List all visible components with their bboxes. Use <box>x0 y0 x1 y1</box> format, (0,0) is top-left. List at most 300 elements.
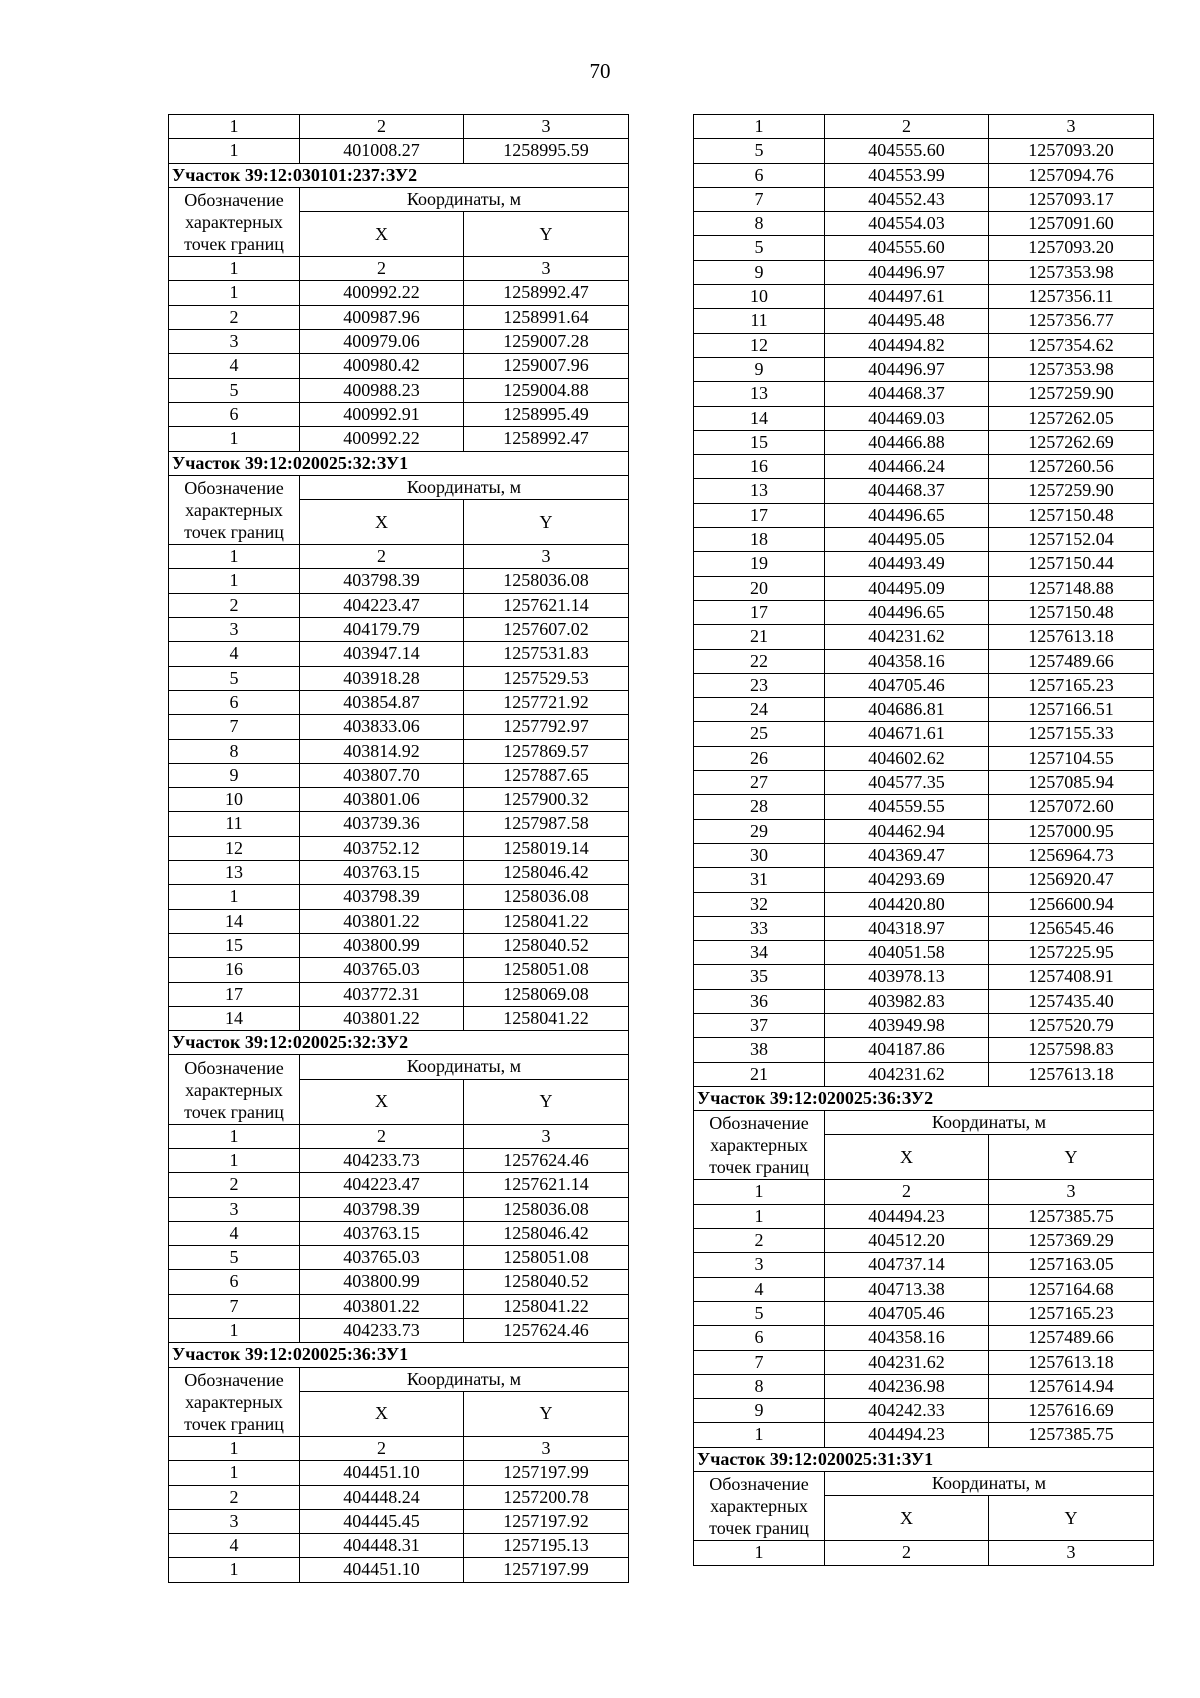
y-coordinate-cell: 1259007.28 <box>464 330 629 354</box>
x-coordinate-cell: 404466.24 <box>825 455 989 479</box>
table-row <box>694 673 1154 697</box>
y-coordinate-cell: 1257197.99 <box>464 1558 629 1582</box>
x-coordinate-cell: 403918.28 <box>300 666 464 690</box>
table-row <box>694 819 1154 843</box>
section-row <box>169 451 629 475</box>
page-number: 70 <box>589 59 611 83</box>
point-number-cell: 31 <box>694 868 825 892</box>
section-row <box>694 1447 1154 1471</box>
x-coordinate-cell: 404554.03 <box>825 212 989 236</box>
table-row <box>169 1124 629 1148</box>
x-header: X <box>825 1496 989 1541</box>
x-coordinate-cell: 404448.24 <box>300 1485 464 1509</box>
point-number-cell: 2 <box>694 1229 825 1253</box>
x-coordinate-cell: 404293.69 <box>825 868 989 892</box>
header-row <box>169 187 629 211</box>
table-row <box>694 1013 1154 1037</box>
y-coordinate-cell: 1258995.49 <box>464 402 629 426</box>
coordinates-header: Координаты, м <box>300 1055 629 1079</box>
y-coordinate-cell: 3 <box>989 115 1154 139</box>
y-header: Y <box>464 500 629 545</box>
y-header: Y <box>464 1391 629 1436</box>
y-coordinate-cell: 1257094.76 <box>989 163 1154 187</box>
y-coordinate-cell: 1257152.04 <box>989 528 1154 552</box>
point-number-cell: 7 <box>169 1294 300 1318</box>
y-coordinate-cell: 1257259.90 <box>989 479 1154 503</box>
y-header: Y <box>464 212 629 257</box>
x-coordinate-cell: 403800.99 <box>300 1270 464 1294</box>
point-number-cell: 1 <box>169 545 300 569</box>
y-coordinate-cell: 1257259.90 <box>989 382 1154 406</box>
point-number-cell: 1 <box>694 115 825 139</box>
table-row <box>169 666 629 690</box>
point-number-cell: 30 <box>694 843 825 867</box>
point-number-cell: 9 <box>169 763 300 787</box>
table-row <box>694 965 1154 989</box>
point-number-cell: 24 <box>694 698 825 722</box>
point-number-cell: 14 <box>694 406 825 430</box>
coordinates-header: Координаты, м <box>300 475 629 499</box>
x-coordinate-cell: 403763.15 <box>300 1221 464 1245</box>
x-header: X <box>300 1391 464 1436</box>
x-coordinate-cell: 404466.88 <box>825 430 989 454</box>
point-number-cell: 1 <box>169 1319 300 1343</box>
point-number-cell: 5 <box>169 666 300 690</box>
point-number-cell: 1 <box>169 427 300 451</box>
y-coordinate-cell: 1257614.94 <box>989 1374 1154 1398</box>
y-coordinate-cell: 1258051.08 <box>464 1246 629 1270</box>
point-number-cell: 1 <box>169 1558 300 1582</box>
point-number-cell: 26 <box>694 746 825 770</box>
table-row <box>694 552 1154 576</box>
table-row <box>169 1294 629 1318</box>
section-row <box>694 1086 1154 1110</box>
point-number-cell: 14 <box>169 1006 300 1030</box>
point-number-cell: 21 <box>694 1062 825 1086</box>
y-coordinate-cell: 1257531.83 <box>464 642 629 666</box>
point-number-cell: 20 <box>694 576 825 600</box>
header-row <box>169 1367 629 1391</box>
table-row <box>169 354 629 378</box>
table-row <box>169 1319 629 1343</box>
point-number-cell: 11 <box>169 812 300 836</box>
y-coordinate-cell: 3 <box>464 257 629 281</box>
table-row <box>169 593 629 617</box>
table-row <box>169 933 629 957</box>
table-row <box>169 1197 629 1221</box>
table-row <box>169 1509 629 1533</box>
point-number-cell: 1 <box>169 569 300 593</box>
point-number-cell: 9 <box>694 260 825 284</box>
point-number-cell: 1 <box>694 1423 825 1447</box>
x-coordinate-cell: 403798.39 <box>300 569 464 593</box>
x-coordinate-cell: 403765.03 <box>300 958 464 982</box>
table-row <box>169 885 629 909</box>
y-coordinate-cell: 3 <box>464 115 629 139</box>
table-row <box>694 1180 1154 1204</box>
y-coordinate-cell: 1258036.08 <box>464 1197 629 1221</box>
y-coordinate-cell: 1256920.47 <box>989 868 1154 892</box>
y-coordinate-cell: 1256600.94 <box>989 892 1154 916</box>
x-coordinate-cell: 404555.60 <box>825 236 989 260</box>
point-number-cell: 7 <box>169 715 300 739</box>
table-row <box>694 528 1154 552</box>
x-coordinate-cell: 404494.23 <box>825 1204 989 1228</box>
point-number-cell: 25 <box>694 722 825 746</box>
point-number-cell: 6 <box>169 690 300 714</box>
table-row <box>169 958 629 982</box>
y-coordinate-cell: 1257000.95 <box>989 819 1154 843</box>
x-coordinate-cell: 404445.45 <box>300 1509 464 1533</box>
point-number-cell: 17 <box>694 600 825 624</box>
point-number-cell: 6 <box>694 163 825 187</box>
table-row <box>169 402 629 426</box>
x-coordinate-cell: 400992.22 <box>300 281 464 305</box>
y-coordinate-cell: 3 <box>989 1541 1154 1565</box>
y-coordinate-cell: 1257072.60 <box>989 795 1154 819</box>
x-coordinate-cell: 404462.94 <box>825 819 989 843</box>
y-coordinate-cell: 1258036.08 <box>464 569 629 593</box>
table-row <box>169 763 629 787</box>
table-row <box>694 771 1154 795</box>
x-coordinate-cell: 404737.14 <box>825 1253 989 1277</box>
point-number-cell: 38 <box>694 1038 825 1062</box>
point-number-cell: 19 <box>694 552 825 576</box>
x-coordinate-cell: 403801.06 <box>300 788 464 812</box>
table-row <box>694 212 1154 236</box>
point-number-cell: 2 <box>169 305 300 329</box>
table-row <box>169 982 629 1006</box>
table-row <box>169 909 629 933</box>
x-coordinate-cell: 404494.23 <box>825 1423 989 1447</box>
table-row <box>694 1326 1154 1350</box>
y-coordinate-cell: 3 <box>464 1124 629 1148</box>
y-coordinate-cell: 1257529.53 <box>464 666 629 690</box>
y-coordinate-cell: 1257085.94 <box>989 771 1154 795</box>
table-row <box>169 642 629 666</box>
y-coordinate-cell: 1258040.52 <box>464 933 629 957</box>
point-number-cell: 29 <box>694 819 825 843</box>
x-coordinate-cell: 403982.83 <box>825 989 989 1013</box>
header-row <box>694 1472 1154 1496</box>
x-header: X <box>825 1135 989 1180</box>
y-coordinate-cell: 1257093.20 <box>989 236 1154 260</box>
x-coordinate-cell: 404236.98 <box>825 1374 989 1398</box>
table-row <box>694 236 1154 260</box>
x-coordinate-cell: 2 <box>825 115 989 139</box>
y-coordinate-cell: 1257613.18 <box>989 1350 1154 1374</box>
x-coordinate-cell: 404051.58 <box>825 941 989 965</box>
table-row <box>169 427 629 451</box>
y-coordinate-cell: 1258992.47 <box>464 427 629 451</box>
y-coordinate-cell: 1257385.75 <box>989 1204 1154 1228</box>
point-number-cell: 3 <box>169 618 300 642</box>
y-coordinate-cell: 1257225.95 <box>989 941 1154 965</box>
x-coordinate-cell: 404602.62 <box>825 746 989 770</box>
point-number-cell: 6 <box>169 402 300 426</box>
point-number-cell: 37 <box>694 1013 825 1037</box>
point-number-cell: 4 <box>169 1534 300 1558</box>
table-row <box>694 868 1154 892</box>
y-coordinate-cell: 1257900.32 <box>464 788 629 812</box>
y-coordinate-cell: 1257624.46 <box>464 1148 629 1172</box>
x-coordinate-cell: 404686.81 <box>825 698 989 722</box>
x-coordinate-cell: 404468.37 <box>825 382 989 406</box>
table-row <box>694 576 1154 600</box>
x-header: X <box>300 1079 464 1124</box>
x-coordinate-cell: 2 <box>300 1436 464 1460</box>
table-row <box>169 115 629 139</box>
table-row <box>694 455 1154 479</box>
designation-header: Обозначение характерных точек границ <box>694 1111 825 1180</box>
y-coordinate-cell: 3 <box>989 1180 1154 1204</box>
y-coordinate-cell: 1257148.88 <box>989 576 1154 600</box>
y-coordinate-cell: 1257792.97 <box>464 715 629 739</box>
point-number-cell: 1 <box>169 1124 300 1148</box>
y-coordinate-cell: 1257887.65 <box>464 763 629 787</box>
table-row <box>694 1374 1154 1398</box>
y-header: Y <box>989 1496 1154 1541</box>
table-row <box>694 430 1154 454</box>
table-row <box>169 1173 629 1197</box>
x-coordinate-cell: 404496.97 <box>825 357 989 381</box>
y-coordinate-cell: 1258992.47 <box>464 281 629 305</box>
x-header: X <box>300 212 464 257</box>
x-coordinate-cell: 403801.22 <box>300 1006 464 1030</box>
designation-header: Обозначение характерных точек границ <box>694 1472 825 1541</box>
x-coordinate-cell: 401008.27 <box>300 139 464 163</box>
x-coordinate-cell: 404552.43 <box>825 187 989 211</box>
section-title: Участок 39:12:020025:36:ЗУ2 <box>694 1086 1154 1110</box>
x-coordinate-cell: 404233.73 <box>300 1319 464 1343</box>
point-number-cell: 12 <box>169 836 300 860</box>
x-coordinate-cell: 400979.06 <box>300 330 464 354</box>
point-number-cell: 7 <box>694 1350 825 1374</box>
point-number-cell: 2 <box>169 593 300 617</box>
table-row <box>169 305 629 329</box>
point-number-cell: 3 <box>169 330 300 354</box>
y-coordinate-cell: 1258046.42 <box>464 861 629 885</box>
table-row <box>169 739 629 763</box>
point-number-cell: 10 <box>169 788 300 812</box>
point-number-cell: 13 <box>169 861 300 885</box>
x-coordinate-cell: 404231.62 <box>825 625 989 649</box>
table-row <box>694 1253 1154 1277</box>
x-coordinate-cell: 404512.20 <box>825 1229 989 1253</box>
table-row <box>694 1423 1154 1447</box>
x-coordinate-cell: 404179.79 <box>300 618 464 642</box>
x-coordinate-cell: 400980.42 <box>300 354 464 378</box>
table-row <box>169 715 629 739</box>
x-coordinate-cell: 404242.33 <box>825 1399 989 1423</box>
x-header: X <box>300 500 464 545</box>
table-row <box>694 187 1154 211</box>
designation-header: Обозначение характерных точек границ <box>169 187 300 256</box>
y-coordinate-cell: 1257354.62 <box>989 333 1154 357</box>
table-row <box>694 722 1154 746</box>
y-coordinate-cell: 1257165.23 <box>989 673 1154 697</box>
x-coordinate-cell: 404358.16 <box>825 1326 989 1350</box>
x-coordinate-cell: 400988.23 <box>300 378 464 402</box>
y-coordinate-cell: 1258036.08 <box>464 885 629 909</box>
table-row <box>169 836 629 860</box>
table-row <box>694 285 1154 309</box>
point-number-cell: 1 <box>169 1148 300 1172</box>
x-coordinate-cell: 403801.22 <box>300 1294 464 1318</box>
point-number-cell: 1 <box>169 1461 300 1485</box>
point-number-cell: 22 <box>694 649 825 673</box>
x-coordinate-cell: 403801.22 <box>300 909 464 933</box>
point-number-cell: 5 <box>169 378 300 402</box>
x-coordinate-cell: 404231.62 <box>825 1350 989 1374</box>
table-row <box>169 788 629 812</box>
coordinates-table-left <box>168 114 629 1583</box>
point-number-cell: 1 <box>169 257 300 281</box>
y-coordinate-cell: 1257987.58 <box>464 812 629 836</box>
table-row <box>169 139 629 163</box>
y-coordinate-cell: 1259007.96 <box>464 354 629 378</box>
point-number-cell: 17 <box>169 982 300 1006</box>
y-coordinate-cell: 1257093.20 <box>989 139 1154 163</box>
y-coordinate-cell: 1257356.77 <box>989 309 1154 333</box>
table-row <box>169 545 629 569</box>
x-coordinate-cell: 404713.38 <box>825 1277 989 1301</box>
y-coordinate-cell: 1257155.33 <box>989 722 1154 746</box>
point-number-cell: 28 <box>694 795 825 819</box>
x-coordinate-cell: 404493.49 <box>825 552 989 576</box>
point-number-cell: 9 <box>694 357 825 381</box>
x-coordinate-cell: 404705.46 <box>825 673 989 697</box>
x-coordinate-cell: 400992.22 <box>300 427 464 451</box>
y-coordinate-cell: 1258041.22 <box>464 1294 629 1318</box>
table-row <box>169 1485 629 1509</box>
designation-header: Обозначение характерных точек границ <box>169 475 300 544</box>
point-number-cell: 32 <box>694 892 825 916</box>
x-coordinate-cell: 404223.47 <box>300 593 464 617</box>
point-number-cell: 36 <box>694 989 825 1013</box>
point-number-cell: 6 <box>694 1326 825 1350</box>
table-body-right <box>694 115 1154 1566</box>
point-number-cell: 5 <box>169 1246 300 1270</box>
table-row <box>694 916 1154 940</box>
point-number-cell: 4 <box>169 1221 300 1245</box>
point-number-cell: 4 <box>694 1277 825 1301</box>
point-number-cell: 10 <box>694 285 825 309</box>
point-number-cell: 27 <box>694 771 825 795</box>
table-row <box>694 625 1154 649</box>
point-number-cell: 2 <box>169 1485 300 1509</box>
y-coordinate-cell: 1258041.22 <box>464 1006 629 1030</box>
x-coordinate-cell: 403833.06 <box>300 715 464 739</box>
y-header: Y <box>989 1135 1154 1180</box>
y-coordinate-cell: 1257093.17 <box>989 187 1154 211</box>
y-coordinate-cell: 1258019.14 <box>464 836 629 860</box>
x-coordinate-cell: 404448.31 <box>300 1534 464 1558</box>
x-coordinate-cell: 404223.47 <box>300 1173 464 1197</box>
section-title: Участок 39:12:020025:32:ЗУ1 <box>169 451 629 475</box>
point-number-cell: 21 <box>694 625 825 649</box>
point-number-cell: 3 <box>694 1253 825 1277</box>
y-coordinate-cell: 1257262.05 <box>989 406 1154 430</box>
y-coordinate-cell: 1257489.66 <box>989 1326 1154 1350</box>
coordinates-header: Координаты, м <box>300 187 629 211</box>
y-coordinate-cell: 1257489.66 <box>989 649 1154 673</box>
x-coordinate-cell: 404577.35 <box>825 771 989 795</box>
table-row <box>169 281 629 305</box>
point-number-cell: 7 <box>694 187 825 211</box>
table-row <box>169 1558 629 1582</box>
table-row <box>169 861 629 885</box>
point-number-cell: 8 <box>694 1374 825 1398</box>
y-coordinate-cell: 1257195.13 <box>464 1534 629 1558</box>
table-row <box>694 746 1154 770</box>
point-number-cell: 9 <box>694 1399 825 1423</box>
y-coordinate-cell: 1257369.29 <box>989 1229 1154 1253</box>
y-coordinate-cell: 1257869.57 <box>464 739 629 763</box>
table-row <box>169 1246 629 1270</box>
x-coordinate-cell: 403814.92 <box>300 739 464 763</box>
table-row <box>169 1006 629 1030</box>
y-coordinate-cell: 1257385.75 <box>989 1423 1154 1447</box>
table-row <box>169 1534 629 1558</box>
table-row <box>694 1541 1154 1565</box>
y-coordinate-cell: 1257150.44 <box>989 552 1154 576</box>
table-row <box>169 812 629 836</box>
point-number-cell: 1 <box>169 885 300 909</box>
table-row <box>694 795 1154 819</box>
y-coordinate-cell: 1257721.92 <box>464 690 629 714</box>
x-coordinate-cell: 404420.80 <box>825 892 989 916</box>
y-coordinate-cell: 1257163.05 <box>989 1253 1154 1277</box>
table-row <box>169 378 629 402</box>
coordinates-table-right <box>693 114 1154 1566</box>
x-coordinate-cell: 403752.12 <box>300 836 464 860</box>
point-number-cell: 1 <box>694 1180 825 1204</box>
coordinates-header: Координаты, м <box>825 1472 1154 1496</box>
y-coordinate-cell: 1257260.56 <box>989 455 1154 479</box>
x-coordinate-cell: 2 <box>300 1124 464 1148</box>
point-number-cell: 34 <box>694 941 825 965</box>
x-coordinate-cell: 404495.05 <box>825 528 989 552</box>
y-coordinate-cell: 1256545.46 <box>989 916 1154 940</box>
point-number-cell: 23 <box>694 673 825 697</box>
point-number-cell: 1 <box>169 281 300 305</box>
x-coordinate-cell: 2 <box>300 115 464 139</box>
y-coordinate-cell: 1257150.48 <box>989 503 1154 527</box>
point-number-cell: 1 <box>694 1541 825 1565</box>
section-title: Участок 39:12:020025:31:ЗУ1 <box>694 1447 1154 1471</box>
y-coordinate-cell: 1256964.73 <box>989 843 1154 867</box>
table-row <box>694 357 1154 381</box>
point-number-cell: 17 <box>694 503 825 527</box>
section-row <box>169 163 629 187</box>
y-coordinate-cell: 1257262.69 <box>989 430 1154 454</box>
point-number-cell: 8 <box>694 212 825 236</box>
x-coordinate-cell: 403798.39 <box>300 885 464 909</box>
table-row <box>694 649 1154 673</box>
y-coordinate-cell: 1257353.98 <box>989 357 1154 381</box>
y-coordinate-cell: 1257197.92 <box>464 1509 629 1533</box>
section-row <box>169 1031 629 1055</box>
table-row <box>694 941 1154 965</box>
table-row <box>694 503 1154 527</box>
table-row <box>694 698 1154 722</box>
x-coordinate-cell: 403949.98 <box>825 1013 989 1037</box>
point-number-cell: 11 <box>694 309 825 333</box>
x-coordinate-cell: 404705.46 <box>825 1301 989 1325</box>
x-coordinate-cell: 404451.10 <box>300 1558 464 1582</box>
x-coordinate-cell: 404231.62 <box>825 1062 989 1086</box>
